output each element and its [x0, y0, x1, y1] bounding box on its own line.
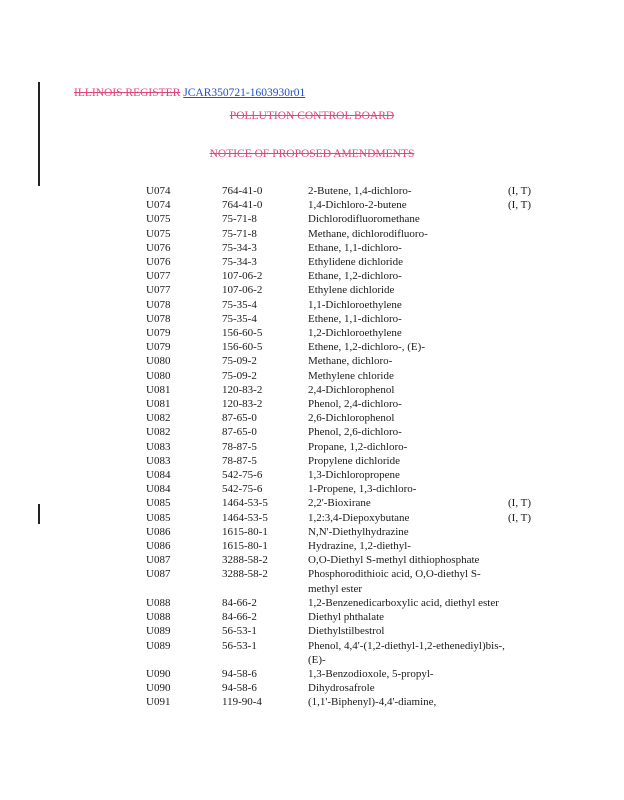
table-row	[146, 241, 548, 255]
cas-number: 56-53-1	[222, 625, 257, 638]
table-row	[146, 283, 548, 297]
substance-name: 1,2-Benzenedicarboxylic acid, diethyl ester	[308, 596, 499, 609]
hazard-code	[508, 312, 548, 326]
substance-name: 1-Propene, 1,3-dichloro-	[308, 483, 417, 496]
table-row	[146, 383, 548, 397]
hazard-code: (I, T)	[508, 185, 532, 197]
substance-name: Phenol, 2,6-dichloro-	[308, 426, 402, 439]
cas-number: 75-35-4	[222, 312, 257, 325]
table-row	[146, 454, 548, 468]
substance-name: 1,3-Dichloropropene	[308, 469, 400, 482]
waste-code: U084	[146, 469, 171, 482]
hazard-code: (I, T)	[508, 511, 532, 524]
hazard-code	[508, 695, 548, 709]
cas-number: 87-65-0	[222, 426, 257, 439]
waste-code: U076	[146, 241, 171, 254]
waste-code: U084	[146, 483, 171, 496]
table-row	[146, 539, 548, 553]
cas-number: 3288-58-2	[222, 554, 268, 567]
table-row	[146, 340, 548, 354]
waste-code: U085	[146, 511, 171, 524]
cas-number: 78-87-5	[222, 440, 257, 453]
waste-code: U086	[146, 540, 171, 553]
waste-code: U080	[146, 369, 171, 382]
waste-code: U086	[146, 525, 171, 538]
hazard-code: (I, T)	[508, 199, 532, 212]
waste-code: U078	[146, 312, 171, 325]
table-row	[146, 369, 548, 383]
hazard-code	[508, 283, 548, 297]
cas-number: 3288-58-2	[222, 568, 268, 581]
substance-name: 2-Butene, 1,4-dichloro-	[308, 185, 412, 197]
table-row	[146, 212, 548, 226]
table-row	[146, 624, 548, 638]
hazard-code	[508, 298, 548, 312]
substance-name: 1,2-Dichloroethylene	[308, 327, 402, 340]
waste-code: U078	[146, 298, 171, 311]
doc-id-link[interactable]: JCAR350721-1603930r01	[183, 87, 306, 99]
hazard-code	[508, 596, 548, 610]
hazard-code	[508, 326, 548, 340]
waste-code: U077	[146, 284, 171, 297]
table-row	[146, 397, 548, 411]
waste-code: U079	[146, 341, 171, 354]
table-row	[146, 298, 548, 312]
waste-code: U076	[146, 256, 171, 269]
hazard-code	[508, 639, 548, 667]
cas-number: 84-66-2	[222, 611, 257, 624]
hazard-code	[508, 397, 548, 411]
hazard-code	[508, 425, 548, 439]
table-row	[146, 198, 548, 212]
hazard-code	[508, 255, 548, 269]
substance-name: Diethylstilbestrol	[308, 625, 385, 638]
waste-code: U082	[146, 426, 171, 439]
substance-name: Ethylidene dichloride	[308, 256, 403, 269]
table-row	[146, 269, 548, 283]
cas-number: 87-65-0	[222, 412, 257, 425]
substance-name: Diethyl phthalate	[308, 611, 385, 624]
waste-table	[146, 184, 548, 710]
substance-name: 1,2:3,4-Diepoxybutane	[308, 511, 410, 524]
table-row	[146, 184, 548, 198]
table-row	[146, 496, 548, 510]
cas-number: 156-60-5	[222, 341, 263, 354]
cas-number: 56-53-1	[222, 639, 257, 652]
substance-name: Ethylene dichloride	[308, 284, 395, 297]
board-title: POLLUTION CONTROL BOARD	[229, 110, 395, 122]
cas-number: 94-58-6	[222, 682, 257, 695]
table-row	[146, 553, 548, 567]
substance-name: Propane, 1,2-dichloro-	[308, 440, 408, 453]
table-row	[146, 312, 548, 326]
waste-code: U088	[146, 611, 171, 624]
waste-code: U089	[146, 625, 171, 638]
cas-number: 1615-80-1	[222, 540, 268, 553]
cas-number: 78-87-5	[222, 454, 257, 467]
table-row	[146, 681, 548, 695]
cas-number: 120-83-2	[222, 398, 263, 411]
substance-name: N,N'-Diethylhydrazine	[308, 525, 409, 538]
table-row	[146, 639, 548, 667]
cas-number: 156-60-5	[222, 327, 263, 340]
waste-code: U085	[146, 497, 171, 510]
hazard-code	[508, 468, 548, 482]
waste-code: U091	[146, 696, 171, 709]
table-row	[146, 596, 548, 610]
cas-number: 1464-53-5	[222, 511, 268, 524]
substance-name: Propylene dichloride	[308, 454, 400, 467]
hazard-code	[508, 340, 548, 354]
waste-code: U074	[146, 199, 171, 212]
substance-name: Methane, dichloro-	[308, 355, 393, 368]
cas-number: 120-83-2	[222, 383, 263, 396]
cas-number: 1615-80-1	[222, 525, 268, 538]
substance-name: Dihydrosafrole	[308, 682, 375, 695]
cas-number: 75-09-2	[222, 369, 257, 382]
hazard-code	[508, 440, 548, 454]
hazard-code	[508, 539, 548, 553]
cas-number: 764-41-0	[222, 185, 263, 197]
cas-number: 75-35-4	[222, 298, 257, 311]
hazard-code	[508, 454, 548, 468]
cas-number: 75-71-8	[222, 213, 257, 226]
notice-title: NOTICE OF PROPOSED AMENDMENTS	[209, 148, 415, 160]
table-row	[146, 567, 548, 595]
table-row	[146, 411, 548, 425]
hazard-code	[508, 241, 548, 255]
substance-name: Methane, dichlorodifluoro-	[308, 227, 428, 240]
substance-name: Dichlorodifluoromethane	[308, 213, 420, 226]
hazard-code	[508, 411, 548, 425]
cas-number: 107-06-2	[222, 284, 263, 297]
table-row	[146, 227, 548, 241]
table-row	[146, 525, 548, 539]
waste-code: U077	[146, 270, 171, 283]
waste-code: U074	[146, 185, 171, 197]
substance-name: Hydrazine, 1,2-diethyl-	[308, 540, 411, 553]
table-row	[146, 482, 548, 496]
substance-name: O,O-Diethyl S-methyl dithiophosphate	[308, 554, 480, 567]
hazard-code	[508, 369, 548, 383]
table-row	[146, 255, 548, 269]
waste-table-body	[146, 184, 548, 710]
waste-code: U089	[146, 639, 171, 652]
table-row	[146, 667, 548, 681]
waste-code: U075	[146, 213, 171, 226]
substance-name: (1,1'-Biphenyl)-4,4'-diamine,	[308, 696, 437, 709]
table-row	[146, 354, 548, 368]
hazard-code	[508, 624, 548, 638]
cas-number: 75-71-8	[222, 227, 257, 240]
cas-number: 94-58-6	[222, 667, 257, 680]
waste-code: U080	[146, 355, 171, 368]
cas-number: 84-66-2	[222, 596, 257, 609]
waste-code: U083	[146, 454, 171, 467]
waste-code: U087	[146, 554, 171, 567]
substance-name: 1,3-Benzodioxole, 5-propyl-	[308, 667, 434, 680]
table-row	[146, 610, 548, 624]
table-row	[146, 468, 548, 482]
cas-number: 542-75-6	[222, 483, 263, 496]
cas-number: 1464-53-5	[222, 497, 268, 510]
waste-code: U090	[146, 667, 171, 680]
waste-code: U090	[146, 682, 171, 695]
hazard-code: (I, T)	[508, 497, 532, 510]
hazard-code	[508, 269, 548, 283]
hazard-code	[508, 383, 548, 397]
waste-code: U083	[146, 440, 171, 453]
hazard-code	[508, 610, 548, 624]
substance-name: Methylene chloride	[308, 369, 394, 382]
register-header	[74, 87, 305, 99]
hazard-code	[508, 567, 548, 595]
change-bar-middle	[38, 504, 40, 524]
waste-code: U088	[146, 596, 171, 609]
substance-name: 2,4-Dichlorophenol	[308, 383, 395, 396]
hazard-code	[508, 227, 548, 241]
substance-name: Phosphorodithioic acid, O,O-diethyl S-methyl ester	[308, 568, 481, 595]
substance-name: Ethane, 1,1-dichloro-	[308, 241, 402, 254]
table-row	[146, 440, 548, 454]
cas-number: 119-90-4	[222, 696, 262, 709]
cas-number: 75-34-3	[222, 256, 257, 269]
cas-number: 764-41-0	[222, 199, 263, 212]
substance-name: Phenol, 4,4'-(1,2-diethyl-1,2-ethenediyl)bis-, (E)-	[308, 639, 505, 666]
table-row	[146, 511, 548, 525]
hazard-code	[508, 354, 548, 368]
hazard-code	[508, 553, 548, 567]
substance-name: Ethene, 1,1-dichloro-	[308, 312, 402, 325]
waste-code: U082	[146, 412, 171, 425]
cas-number: 107-06-2	[222, 270, 263, 283]
waste-code: U079	[146, 327, 171, 340]
cas-number: 75-09-2	[222, 355, 257, 368]
substance-name: Phenol, 2,4-dichloro-	[308, 398, 402, 411]
hazard-code	[508, 482, 548, 496]
hazard-code	[508, 212, 548, 226]
hazard-code	[508, 525, 548, 539]
substance-name: 2,6-Dichlorophenol	[308, 412, 395, 425]
substance-name: Ethene, 1,2-dichloro-, (E)-	[308, 341, 425, 354]
waste-code: U081	[146, 383, 171, 396]
cas-number: 75-34-3	[222, 241, 257, 254]
hazard-code	[508, 681, 548, 695]
register-title: ILLINOIS REGISTER	[74, 87, 181, 99]
substance-name: 1,4-Dichloro-2-butene	[308, 199, 407, 212]
waste-code: U081	[146, 398, 171, 411]
substance-name: 1,1-Dichloroethylene	[308, 298, 402, 311]
table-row	[146, 326, 548, 340]
substance-name: 2,2'-Bioxirane	[308, 497, 371, 510]
hazard-code	[508, 667, 548, 681]
table-row	[146, 695, 548, 709]
waste-code: U087	[146, 568, 171, 581]
cas-number: 542-75-6	[222, 469, 263, 482]
waste-code: U075	[146, 227, 171, 240]
substance-name: Ethane, 1,2-dichloro-	[308, 270, 402, 283]
table-row	[146, 425, 548, 439]
change-bar-top	[38, 82, 40, 186]
